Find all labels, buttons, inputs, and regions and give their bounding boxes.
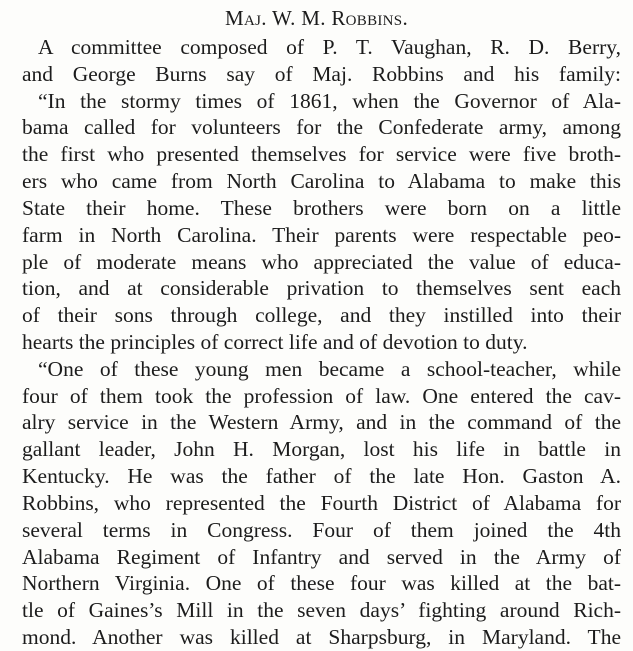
text-line: bama called for volunteers for the Confederate army, among: [22, 115, 621, 140]
text-line: and George Burns say of Maj. Robbins and his family:: [22, 61, 621, 86]
text-line: Alabama Regiment of Infantry and served in the Army of: [22, 544, 621, 569]
text-line: the first who presented themselves for service were five broth-: [22, 142, 621, 167]
text-line: gallant leader, John H. Morgan, lost his life in battle in: [22, 437, 621, 462]
text-line: hearts the principles of correct life and of devotion to duty.: [22, 330, 528, 354]
text-line: “In the stormy times of 1861, when the Governor of Ala-: [38, 88, 621, 113]
text-line: “One of these young men became a school-teacher, while: [38, 356, 621, 381]
text-line: State their home. These brothers were born on a little: [22, 195, 621, 220]
text-line: mond. Another was killed at Sharpsburg, in Maryland. The: [22, 625, 621, 649]
text-line: of their sons through college, and they instilled into their: [22, 303, 621, 328]
text-line: several terms in Congress. Four of them joined the 4th: [22, 517, 621, 542]
text-line: Robbins, who represented the Fourth District of Alabama for: [22, 490, 621, 515]
text-line: A committee composed of P. T. Vaughan, R. D. Berry,: [38, 35, 621, 59]
text-line: tion, and at considerable privation to themselves sent each: [22, 276, 621, 301]
text-line: farm in North Carolina. Their parents were respectable peo-: [22, 222, 621, 247]
text-line: Kentucky. He was the father of the late Hon. Gaston A.: [22, 464, 621, 489]
text-line: four of them took the profession of law. One entered the cav-: [22, 383, 621, 408]
text-line: alry service in the Western Army, and in the command of the: [22, 410, 621, 435]
text-line: ple of moderate means who appreciated the value of educa-: [22, 249, 621, 274]
text-line: ers who came from North Carolina to Alabama to make this: [22, 169, 621, 194]
text-line: tle of Gaines’s Mill in the seven days’ fighting around Rich-: [22, 598, 621, 623]
text-line: Northern Virginia. One of these four was killed at the bat-: [22, 571, 621, 596]
section-heading: Maj. W. M. Robbins.: [225, 6, 408, 30]
